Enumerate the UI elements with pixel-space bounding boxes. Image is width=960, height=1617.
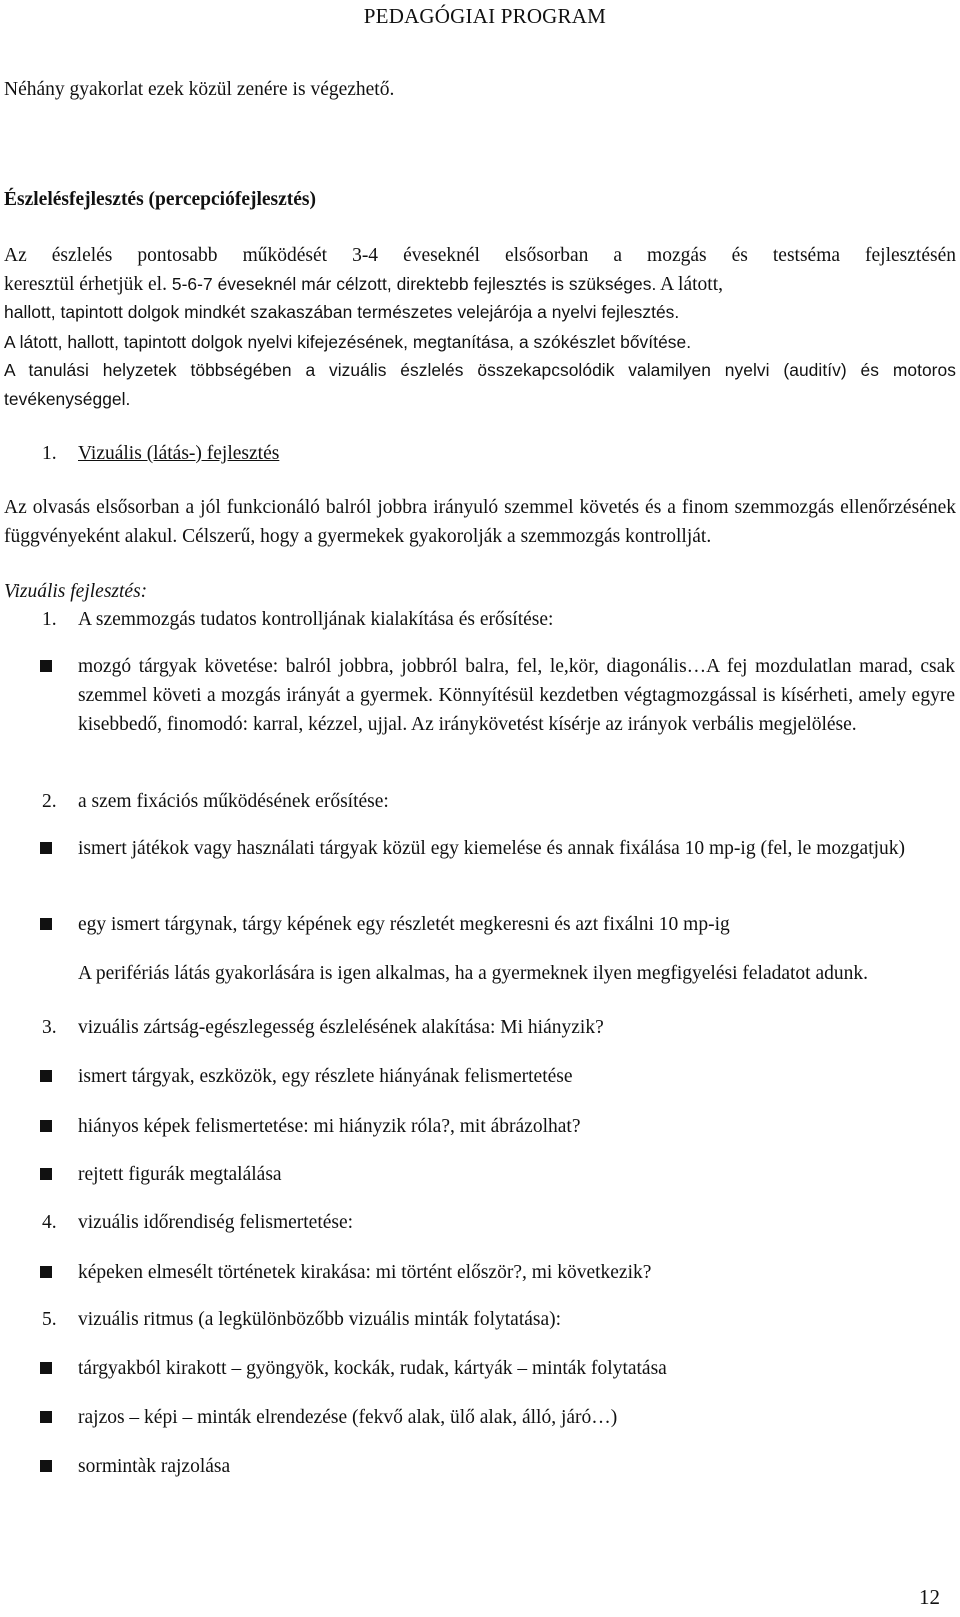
item-4-title: vizuális időrendiség felismertetése: bbox=[78, 1212, 354, 1233]
bullet-marker bbox=[40, 1460, 52, 1472]
visual-heading bbox=[42, 440, 279, 468]
item-3-heading bbox=[42, 1014, 604, 1042]
section-p1-line1: Az észlelés pontosabb működését 3-4 éveseknél elsősorban a mozgás és testséma fejlesztésén bbox=[4, 245, 956, 266]
item-4-bullet-1: képeken elmesélt történetek kirakása: mi történt először?, mi következik? bbox=[78, 1262, 652, 1283]
bullet-marker bbox=[40, 660, 52, 672]
section-p3: A tanulási helyzetek többségében a vizuális észlelés összekapcsolódik valamilyen nyelvi (auditív) és motoros tevékenységgel. bbox=[4, 360, 956, 409]
visual-heading-number: 1. bbox=[42, 443, 57, 464]
section-p1-line2 bbox=[4, 270, 956, 299]
bullet-marker bbox=[40, 1411, 52, 1423]
item-3-bullet-1: ismert tárgyak, eszközök, egy részlete hiányának felismertetése bbox=[78, 1066, 573, 1087]
item-2-bullet-2: egy ismert tárgynak, tárgy képének egy részletét megkeresni és azt fixálni 10 mp-ig bbox=[78, 914, 730, 935]
item-5-heading bbox=[42, 1306, 561, 1334]
visual-heading-title: Vizuális (látás-) fejlesztés bbox=[78, 443, 280, 464]
section-p1-line3: hallott, tapintott dolgok mindkét szakaszában természetes velejárója a nyelvi fejlesztés. bbox=[4, 302, 680, 322]
bullet-marker bbox=[40, 842, 52, 854]
item-3-bullet-3: rejtett figurák megtalálása bbox=[78, 1164, 282, 1185]
bullet-marker bbox=[40, 1266, 52, 1278]
item-3-title: vizuális zártság-egészlegesség észlelésének alakítása: Mi hiányzik? bbox=[78, 1017, 604, 1038]
section-p2: A látott, hallott, tapintott dolgok nyelvi kifejezésének, megtanítása, a szókészlet bővítése. bbox=[4, 332, 692, 352]
item-5-title: vizuális ritmus (a legkülönbözőbb vizuális minták folytatása): bbox=[78, 1309, 562, 1330]
bullet-marker bbox=[40, 1070, 52, 1082]
page-number: 12 bbox=[919, 1585, 940, 1609]
item-1-bullet-1: mozgó tárgyak követése: balról jobbra, jobbról balra, fel, le,kör, diagonális…A fej mozdulatlan marad, csak szemmel követi a mozgás irányát a gyermek. Könnyítésül kezdetben végtagmozgással is kísérheti, amely egyre kisebbedő, finomodó: karral, kézzel, ujjal. Az iránykövetést kísérje az irányok verbális megjelölése. bbox=[78, 656, 955, 735]
item-2-number: 2. bbox=[42, 791, 57, 812]
item-1-number: 1. bbox=[42, 609, 57, 630]
bullet-marker bbox=[40, 1168, 52, 1180]
item-2-heading bbox=[42, 788, 389, 816]
item-5-bullet-2: rajzos – képi – minták elrendezése (fekvő alak, ülő alak, álló, járó…) bbox=[78, 1407, 618, 1428]
item-1-title: A szemmozgás tudatos kontrolljának kialakítása és erősítése: bbox=[78, 609, 554, 630]
item-2-title: a szem fixációs működésének erősítése: bbox=[78, 791, 389, 812]
visual-paragraph: Az olvasás elsősorban a jól funkcionáló balról jobbra irányuló szemmel követés és a finom szemmozgás ellenőrzésének függvényeként alakul. Célszerű, hogy a gyermekek gyakorolják a szemmozgás kontrollját. bbox=[4, 497, 956, 547]
page-header: PEDAGÓGIAI PROGRAM bbox=[363, 4, 606, 28]
item-3-bullet-2: hiányos képek felismertetése: mi hiányzik róla?, mit ábrázolhat? bbox=[78, 1116, 581, 1137]
section-heading: Észlelésfejlesztés (percepciófejlesztés) bbox=[4, 189, 317, 210]
item-5-bullet-3: sormintàk rajzolása bbox=[78, 1456, 231, 1477]
intro-text: Néhány gyakorlat ezek közül zenére is végezhető. bbox=[4, 79, 395, 100]
item-4-heading bbox=[42, 1209, 353, 1237]
bullet-marker bbox=[40, 1362, 52, 1374]
bullet-marker bbox=[40, 918, 52, 930]
item-4-number: 4. bbox=[42, 1212, 57, 1233]
visual-subheading: Vizuális fejlesztés: bbox=[4, 581, 148, 602]
section-p1-line2-a: keresztül érhetjük el. bbox=[4, 274, 172, 295]
item-5-bullet-1: tárgyakból kirakott – gyöngyök, kockák, rudak, kártyák – minták folytatása bbox=[78, 1358, 667, 1379]
section-p1-line2-c: A látott, bbox=[656, 274, 724, 295]
item-1-heading bbox=[42, 606, 553, 634]
item-2-note: A perifériás látás gyakorlására is igen alkalmas, ha a gyermeknek ilyen megfigyelési feladatot adunk. bbox=[78, 963, 868, 984]
item-5-number: 5. bbox=[42, 1309, 57, 1330]
item-2-bullet-1: ismert játékok vagy használati tárgyak közül egy kiemelése és annak fixálása 10 mp-ig (fel, le mozgatjuk) bbox=[78, 838, 906, 859]
bullet-marker bbox=[40, 1120, 52, 1132]
item-3-number: 3. bbox=[42, 1017, 57, 1038]
section-p1-line2-b: 5-6-7 éveseknél már célzott, direktebb fejlesztés is szükséges. bbox=[171, 274, 657, 294]
